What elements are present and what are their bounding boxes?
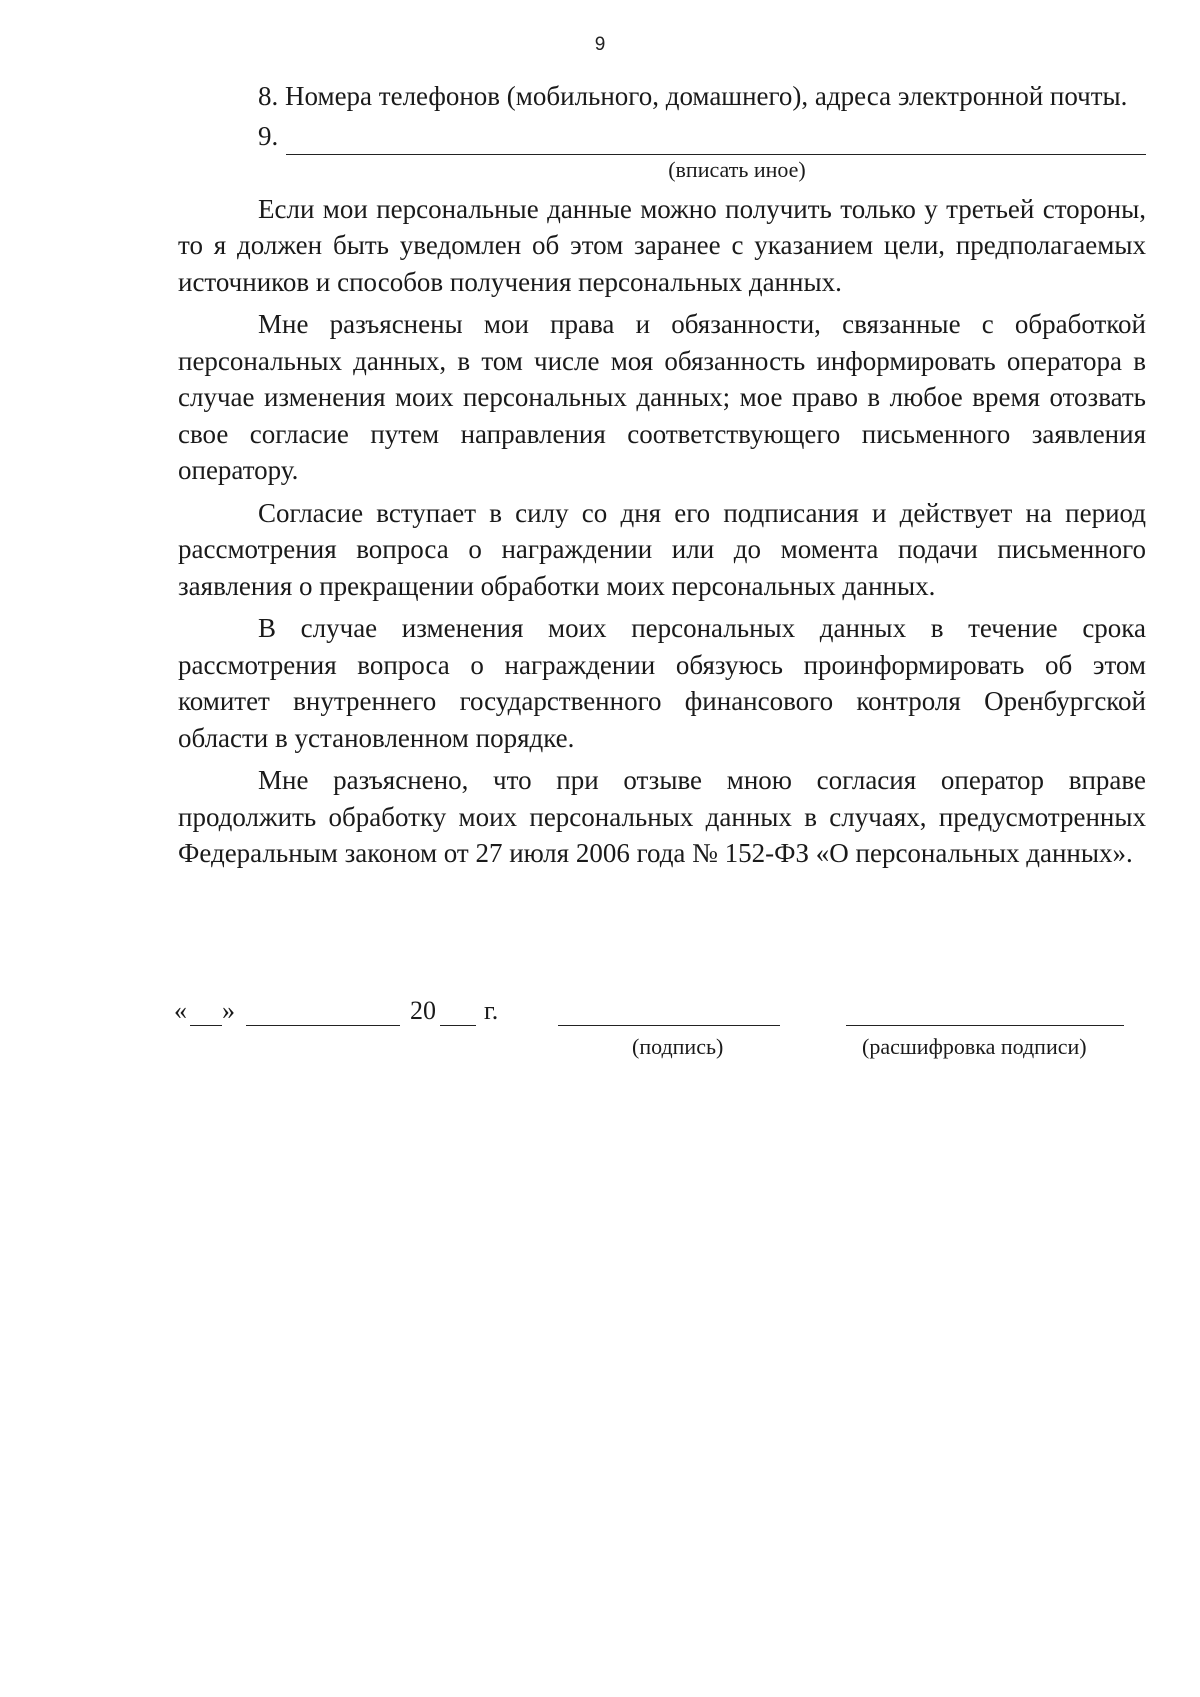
date-day-blank[interactable] [190,1025,222,1026]
signature-decoding-blank[interactable] [846,1025,1124,1026]
document-body [178,78,1146,872]
date-month-blank[interactable] [246,1025,400,1026]
item-8: 8. Номера телефонов (мобильного, домашнего), адреса электронной почты. [258,81,1128,111]
paragraph-changes: В случае изменения моих персональных данных в течение срока рассмотрения вопроса о награждении обязуюсь проинформировать об этом комитет внутреннего государственного финансового контроля Оренбургской области в установленном порядке. [178,613,1146,753]
paragraph-withdrawal: Мне разъяснено, что при отзыве мною согласия оператор вправе продолжить обработку моих персональных данных в случаях, предусмотренных Федеральным законом от 27 июля 2006 года № 152-ФЗ «О персональных данных». [178,765,1146,868]
paragraph-validity: Согласие вступает в силу со дня его подписания и действует на период рассмотрения вопроса о награждении или до момента подачи письменного заявления о прекращении обработки моих персональных данных. [178,497,1146,601]
paragraph-rights: Мне разъяснены мои права и обязанности, связанные с обработкой персональных данных, в том числе моя обязанность информировать оператора в случае изменения моих персональных данных; мое право в любое время отозвать свое согласие путем направления соответствующего письменного заявления оператору. [178,309,1146,485]
date-quote-close: » [222,996,235,1025]
item-9-hint: (вписать иное) [668,156,806,182]
item-9-label: 9. [258,121,279,151]
signature-hint: (подпись) [632,1034,724,1059]
signature-row [174,990,1134,1026]
date-year-blank[interactable] [440,1025,476,1026]
item-9 [178,115,1146,155]
signature-decoding-hint: (расшифровка подписи) [862,1034,1087,1059]
page-number: 9 [594,34,606,55]
paragraph-third-party: Если мои персональные данные можно получить только у третьей стороны, то я должен быть уведомлен об этом заранее с указанием цели, предполагаемых источников и способов получения персональных данных. [178,193,1146,297]
date-year-suffix: г. [484,996,499,1025]
date-quote-open: « [174,996,187,1025]
date-year-prefix: 20 [410,996,436,1025]
item-9-blank-line[interactable] [286,128,1146,155]
signature-blank[interactable] [558,1025,780,1026]
